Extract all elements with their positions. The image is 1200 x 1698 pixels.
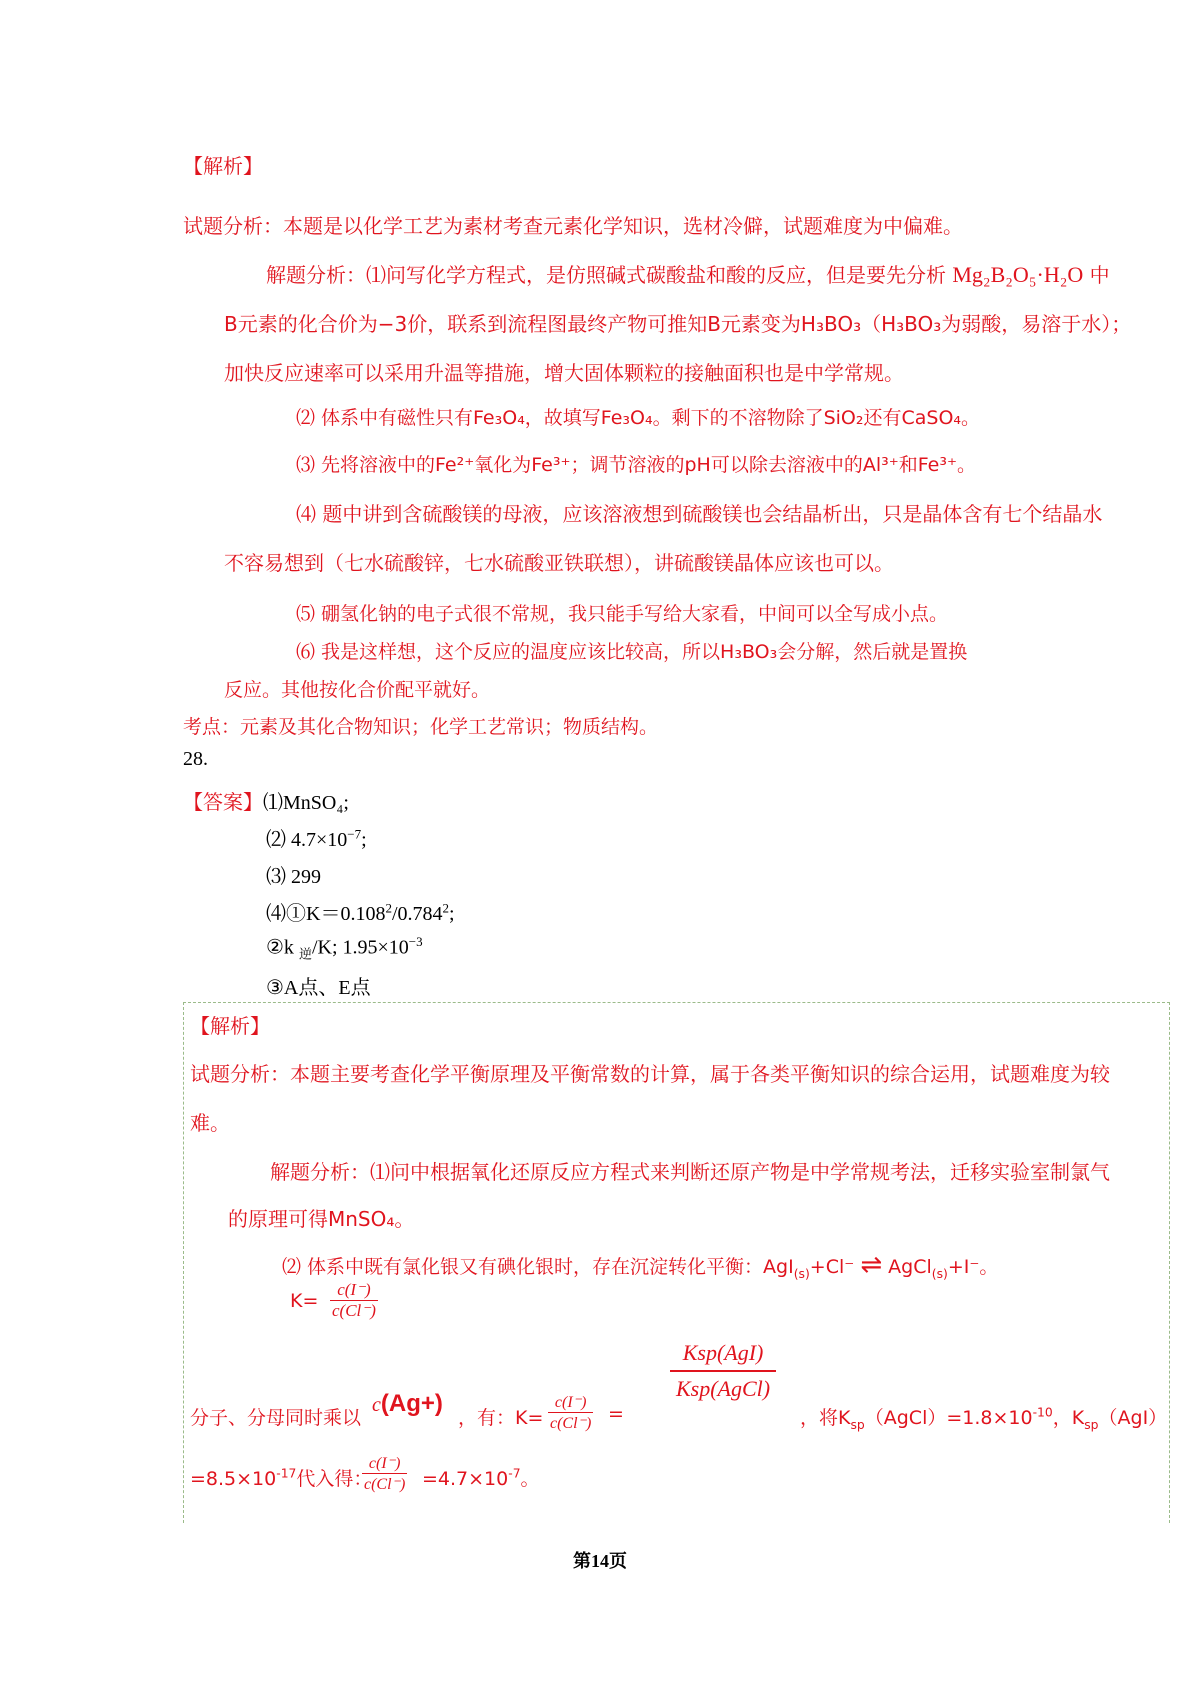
answer-line: ②k $_逆$/K; $1.95\times 10^{-3}$ (266, 934, 423, 962)
analysis-line: 反应。其他按化合价配平就好。 (224, 679, 491, 701)
answer-line: ⑵ $4.7\times 10^{-7}$; (266, 826, 367, 851)
ksp-fraction: Ksp(AgI) Ksp(AgCl) (670, 1340, 776, 1402)
analysis-line: 不容易想到（七水硫酸锌，七水硫酸亚铁联想），讲硫酸镁晶体应该也可以。 (224, 551, 894, 575)
analysis-line: 解题分析：⑴问中根据氧化还原反应方程式来判断还原产物是中学常规考法，迁移实验室制氯气 (270, 1160, 1110, 1184)
answer-line: 【答案】⑴MnSO₄; (183, 790, 349, 814)
answer-label: 【答案】 (183, 790, 263, 814)
analysis-line: ，将$K_{sp}(AgCl)=1.8\times 10^{-10}$，$K_{sp}(AgI)$ (800, 1405, 1168, 1432)
equals-sign: = (608, 1403, 624, 1425)
analysis-line: 难。 (190, 1111, 230, 1135)
analysis-line: ⑹ 我是这样想，这个反应的温度应该比较高，所以H₃BO₃会分解，然后就是置换 (296, 641, 968, 663)
ag-concentration: c(Ag+) (372, 1390, 443, 1417)
k-label: K= (290, 1290, 319, 1312)
analysis-line: 分子、分母同时乘以 (190, 1407, 362, 1429)
analysis-line: 解题分析：⑴问写化学方程式，是仿照碱式碳酸盐和酸的反应，但是要先分析 Mg₂B₂O₅·H₂O 中 (266, 262, 1110, 287)
k-fraction-3: $\frac{c(I^-)}{c(Cl^-)}$ (364, 1455, 406, 1493)
analysis-line: ⑶ 先将溶液中的Fe²⁺氧化为Fe³⁺；调节溶液的pH可以除去溶液中的Al³⁺和Fe³⁺。 (296, 454, 976, 476)
analysis-line: $=4.7\times 10^{-7}$。 (422, 1466, 540, 1490)
analysis-line: B元素的化合价为−3价，联系到流程图最终产物可推知B元素变为H₃BO₃（H₃BO₃为弱酸，易溶于水）； (224, 312, 1132, 336)
question-number: 28. (183, 748, 208, 770)
page-number: 第14页 (573, 1551, 627, 1571)
analysis-line: ，有：K= (458, 1407, 544, 1429)
analysis-line: 试题分析：本题主要考查化学平衡原理及平衡常数的计算，属于各类平衡知识的综合运用，试题难度为较 (190, 1062, 1110, 1086)
analysis-line: 试题分析：本题是以化学工艺为素材考查元素化学知识，选材冷僻，试题难度为中偏难。 (183, 214, 963, 238)
answer-line: ⑶ 299 (266, 866, 321, 888)
analysis-header-1: 【解析】 (183, 154, 263, 178)
answer-line: $⑷①K=0.108^2/0.784^2$; (266, 900, 455, 925)
analysis-line: ⑵ 体系中有磁性只有Fe₃O₄，故填写Fe₃O₄。剩下的不溶物除了SiO₂还有CaSO₄。 (296, 407, 981, 429)
analysis-line: ⑸ 硼氢化钠的电子式很不常规，我只能手写给大家看，中间可以全写成小点。 (296, 603, 949, 625)
analysis-line: ⑵ 体系中既有氯化银又有碘化银时，存在沉淀转化平衡：AgI$_{(s)}$+Cl⁻ ⇌ AgCl$_{(s)}$+I⁻。 (282, 1250, 999, 1281)
analysis-header-2: 【解析】 (190, 1014, 270, 1038)
kaodian-line: 考点：元素及其化合物知识；化学工艺常识；物质结构。 (183, 716, 659, 738)
equilibrium-arrow-icon: ⇌ (860, 1250, 883, 1280)
answer-line: ③A点、E点 (266, 977, 371, 999)
k-fraction: $\frac{c(I^-)}{c(Cl^-)}$ (332, 1280, 376, 1320)
k-fraction-2: $\frac{c(I^-)}{c(Cl^-)}$ (550, 1394, 592, 1432)
analysis-line: ⑷ 题中讲到含硫酸镁的母液，应该溶液想到硫酸镁也会结晶析出，只是晶体含有七个结晶水 (296, 502, 1103, 526)
analysis-line: $=8.5\times 10^{-17}$代入得： (190, 1466, 373, 1490)
analysis-line: 加快反应速率可以采用升温等措施，增大固体颗粒的接触面积也是中学常规。 (224, 361, 904, 385)
analysis-line: 的原理可得MnSO₄。 (228, 1207, 415, 1231)
